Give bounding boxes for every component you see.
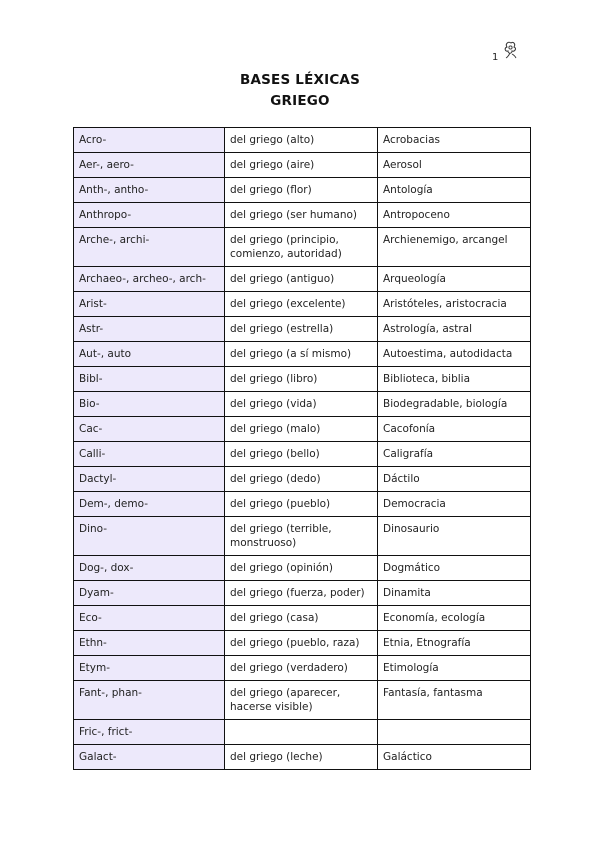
example-cell: Dogmático [378,556,531,581]
origin-cell: del griego (opinión) [225,556,378,581]
table-row [74,317,531,342]
table-row [74,228,531,267]
example-cell: Archienemigo, arcangel [378,228,531,267]
base-cell: Fant-, phan- [74,681,225,720]
origin-cell: del griego (fuerza, poder) [225,581,378,606]
base-cell: Aut-, auto [74,342,225,367]
example-cell: Cacofonía [378,417,531,442]
example-cell: Antropoceno [378,203,531,228]
table-row [74,681,531,720]
origin-cell: del griego (bello) [225,442,378,467]
example-cell: Aristóteles, aristocracia [378,292,531,317]
base-cell: Anth-, antho- [74,178,225,203]
table-row [74,153,531,178]
page-subtitle: GRIEGO [270,93,330,109]
example-cell [378,720,531,745]
table-row [74,720,531,745]
lexical-bases-table [73,127,531,770]
example-cell: Etnia, Etnografía [378,631,531,656]
page-title: BASES LÉXICAS [239,72,361,88]
table-row [74,203,531,228]
base-cell: Cac- [74,417,225,442]
example-cell: Autoestima, autodidacta [378,342,531,367]
base-cell: Etym- [74,656,225,681]
base-cell: Eco- [74,606,225,631]
example-cell: Aerosol [378,153,531,178]
base-cell: Archaeo-, archeo-, arch- [74,267,225,292]
table-row [74,128,531,153]
example-cell: Democracia [378,492,531,517]
example-cell: Biblioteca, biblia [378,367,531,392]
origin-cell: del griego (verdadero) [225,656,378,681]
base-cell: Bibl- [74,367,225,392]
example-cell: Arqueología [378,267,531,292]
table-row [74,517,531,556]
base-cell: Galact- [74,745,225,770]
table-row [74,392,531,417]
table-row [74,178,531,203]
base-cell: Arche-, archi- [74,228,225,267]
base-cell: Acro- [74,128,225,153]
base-cell: Arist- [74,292,225,317]
origin-cell: del griego (aire) [225,153,378,178]
base-cell: Dog-, dox- [74,556,225,581]
origin-cell: del griego (dedo) [225,467,378,492]
base-cell: Calli- [74,442,225,467]
origin-cell: del griego (vida) [225,392,378,417]
example-cell: Dinamita [378,581,531,606]
origin-cell: del griego (terrible, monstruoso) [225,517,378,556]
origin-cell: del griego (aparecer, hacerse visible) [225,681,378,720]
base-cell: Fric-, frict- [74,720,225,745]
page-number: 1 [492,52,499,63]
example-cell: Dáctilo [378,467,531,492]
example-cell: Acrobacias [378,128,531,153]
origin-cell: del griego (pueblo, raza) [225,631,378,656]
table-row [74,631,531,656]
base-cell: Aer-, aero- [74,153,225,178]
origin-cell: del griego (alto) [225,128,378,153]
origin-cell: del griego (casa) [225,606,378,631]
table-row [74,556,531,581]
origin-cell: del griego (flor) [225,178,378,203]
table-row [74,367,531,392]
example-cell: Etimología [378,656,531,681]
base-cell: Bio- [74,392,225,417]
example-cell: Caligrafía [378,442,531,467]
table-row [74,492,531,517]
origin-cell: del griego (pueblo) [225,492,378,517]
origin-cell: del griego (excelente) [225,292,378,317]
base-cell: Anthropo- [74,203,225,228]
table-row [74,745,531,770]
example-cell: Dinosaurio [378,517,531,556]
table-row [74,342,531,367]
table-row [74,467,531,492]
origin-cell: del griego (leche) [225,745,378,770]
table-row [74,267,531,292]
example-cell: Galáctico [378,745,531,770]
base-cell: Dyam- [74,581,225,606]
base-cell: Dem-, demo- [74,492,225,517]
origin-cell: del griego (a sí mismo) [225,342,378,367]
base-cell: Ethn- [74,631,225,656]
table-row [74,442,531,467]
table-row [74,292,531,317]
example-cell: Economía, ecología [378,606,531,631]
table-row [74,656,531,681]
origin-cell: del griego (ser humano) [225,203,378,228]
origin-cell: del griego (malo) [225,417,378,442]
flower-doodle-icon [502,40,520,60]
table-row [74,606,531,631]
origin-cell [225,720,378,745]
example-cell: Astrología, astral [378,317,531,342]
example-cell: Fantasía, fantasma [378,681,531,720]
base-cell: Astr- [74,317,225,342]
table-row [74,417,531,442]
origin-cell: del griego (antiguo) [225,267,378,292]
example-cell: Antología [378,178,531,203]
origin-cell: del griego (libro) [225,367,378,392]
base-cell: Dino- [74,517,225,556]
origin-cell: del griego (principio, comienzo, autoridad) [225,228,378,267]
origin-cell: del griego (estrella) [225,317,378,342]
table-row [74,581,531,606]
example-cell: Biodegradable, biología [378,392,531,417]
base-cell: Dactyl- [74,467,225,492]
